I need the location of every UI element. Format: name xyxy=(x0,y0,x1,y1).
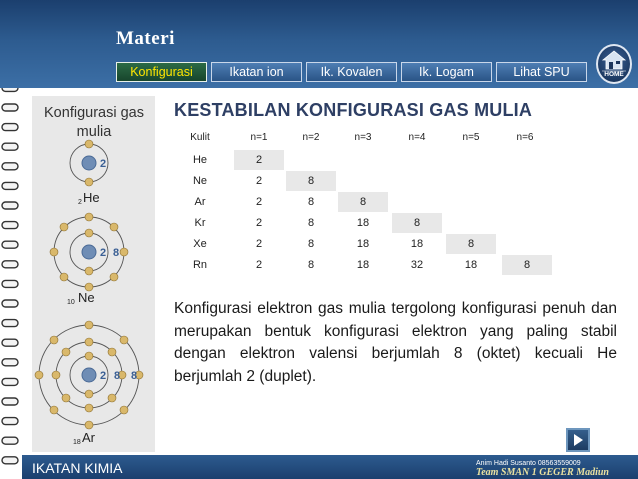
shell-count-3: 8 xyxy=(131,370,138,382)
table-cell: 8 xyxy=(307,217,315,229)
home-label: HOME xyxy=(604,71,624,78)
table-header-cell: n=2 xyxy=(302,132,320,143)
electron xyxy=(50,248,58,256)
table-cell xyxy=(392,150,442,170)
electron xyxy=(108,348,116,356)
electron xyxy=(85,421,93,429)
table-cell xyxy=(446,171,496,191)
electron xyxy=(108,394,116,402)
table-cell: 2 xyxy=(255,238,263,250)
electron xyxy=(85,267,93,275)
shell-count-1: 2 xyxy=(100,247,107,259)
shell-count-1: 2 xyxy=(100,158,107,170)
electron xyxy=(85,229,93,237)
table-cell xyxy=(500,150,550,170)
electron xyxy=(85,321,93,329)
electron xyxy=(52,371,60,379)
table-cell: 18 xyxy=(410,238,424,250)
table-cell xyxy=(500,234,550,254)
atomic-number: 10 xyxy=(67,299,75,306)
table-cell xyxy=(338,150,388,170)
atom-neon xyxy=(50,213,128,306)
table-cell: 8 xyxy=(392,213,442,233)
table-cell: 18 xyxy=(356,259,370,271)
nucleus xyxy=(82,245,96,259)
table-header-cell: n=3 xyxy=(354,132,372,143)
atom-argon xyxy=(35,321,143,446)
electron xyxy=(60,223,68,231)
shell-count-2: 8 xyxy=(113,247,120,259)
table-cell xyxy=(500,213,550,233)
table-cell: 8 xyxy=(307,238,315,250)
table-cell xyxy=(446,150,496,170)
table-cell xyxy=(392,171,442,191)
atomic-number: 18 xyxy=(73,439,81,446)
electron xyxy=(120,406,128,414)
table-cell: 2 xyxy=(255,259,263,271)
table-cell: 18 xyxy=(356,238,370,250)
electron xyxy=(85,352,93,360)
table-row-label: Kr xyxy=(194,217,206,229)
table-header-cell: n=6 xyxy=(516,132,534,143)
footer-label: IKATAN KIMIA xyxy=(32,460,123,476)
table-header-cell: n=4 xyxy=(408,132,426,143)
table-cell: 18 xyxy=(356,217,370,229)
table-header-cell: Kulit xyxy=(190,132,210,143)
electron xyxy=(62,394,70,402)
next-arrow-icon xyxy=(568,430,588,450)
table-cell: 8 xyxy=(286,171,336,191)
electron xyxy=(120,336,128,344)
table-cell: 8 xyxy=(446,234,496,254)
table-header-cell: n=5 xyxy=(462,132,480,143)
table-cell: 18 xyxy=(464,259,478,271)
table-cell xyxy=(446,192,496,212)
table-row-label: Ne xyxy=(192,175,208,187)
element-symbol: He xyxy=(83,190,100,205)
page-title: Materi xyxy=(116,28,175,49)
tab-ikatan-logam[interactable]: Ik. Logam xyxy=(401,62,492,82)
element-symbol: Ne xyxy=(78,290,95,305)
electron xyxy=(62,348,70,356)
section-title: KESTABILAN KONFIGURASI GAS MULIA xyxy=(174,100,533,120)
electron xyxy=(85,338,93,346)
shell-count-2: 8 xyxy=(114,370,121,382)
tab-ikatan-kovalen[interactable]: Ik. Kovalen xyxy=(306,62,397,82)
table-row-label: Ar xyxy=(194,196,206,208)
table-row-label: He xyxy=(192,154,208,166)
atomic-number: 2 xyxy=(78,199,82,206)
nucleus xyxy=(82,156,96,170)
table-header-cell: n=1 xyxy=(250,132,268,143)
element-symbol: Ar xyxy=(82,430,95,445)
electron xyxy=(85,213,93,221)
table-cell xyxy=(500,192,550,212)
atom-helium xyxy=(70,140,108,206)
explanation-text: Konfigurasi elektron gas mulia tergolong konfigurasi penuh dan merupakan bentuk konfigurasi elektron yang paling stabil dengan elektron valensi berjumlah 8 (oktet) kecuali He berjumlah 2 (duplet). xyxy=(174,300,617,385)
tab-ikatan-ion[interactable]: Ikatan ion xyxy=(211,62,302,82)
next-button[interactable] xyxy=(566,428,590,452)
table-cell xyxy=(286,150,336,170)
electron xyxy=(85,178,93,186)
table-row-label: Rn xyxy=(192,259,208,271)
shell-count-1: 2 xyxy=(100,370,107,382)
team-credit: Team SMAN 1 GEGER Madiun xyxy=(476,467,609,478)
table-cell xyxy=(338,171,388,191)
table-cell: 2 xyxy=(255,196,263,208)
nucleus xyxy=(82,368,96,382)
electron xyxy=(85,404,93,412)
table-cell xyxy=(392,192,442,212)
table-cell xyxy=(446,213,496,233)
table-cell xyxy=(500,171,550,191)
tab-lihat-spu[interactable]: Lihat SPU xyxy=(496,62,587,82)
electron xyxy=(35,371,43,379)
table-cell: 2 xyxy=(255,175,263,187)
table-cell: 8 xyxy=(307,259,315,271)
table-cell: 2 xyxy=(255,217,263,229)
electron xyxy=(110,273,118,281)
electron xyxy=(60,273,68,281)
electron xyxy=(110,223,118,231)
table-cell: 2 xyxy=(234,150,284,170)
panel-title: Konfigurasi gas mulia xyxy=(44,105,144,140)
table-cell: 32 xyxy=(410,259,424,271)
table-cell: 8 xyxy=(502,255,552,275)
tab-konfigurasi[interactable]: Konfigurasi xyxy=(116,62,207,82)
electron xyxy=(85,390,93,398)
electron xyxy=(85,140,93,148)
table-cell: 8 xyxy=(338,192,388,212)
electron xyxy=(50,406,58,414)
electron xyxy=(50,336,58,344)
author-credit: Anim Hadi Susanto 08563559009 xyxy=(476,460,581,467)
table-row-label: Xe xyxy=(193,238,207,250)
table-cell: 8 xyxy=(307,196,315,208)
electron xyxy=(120,248,128,256)
